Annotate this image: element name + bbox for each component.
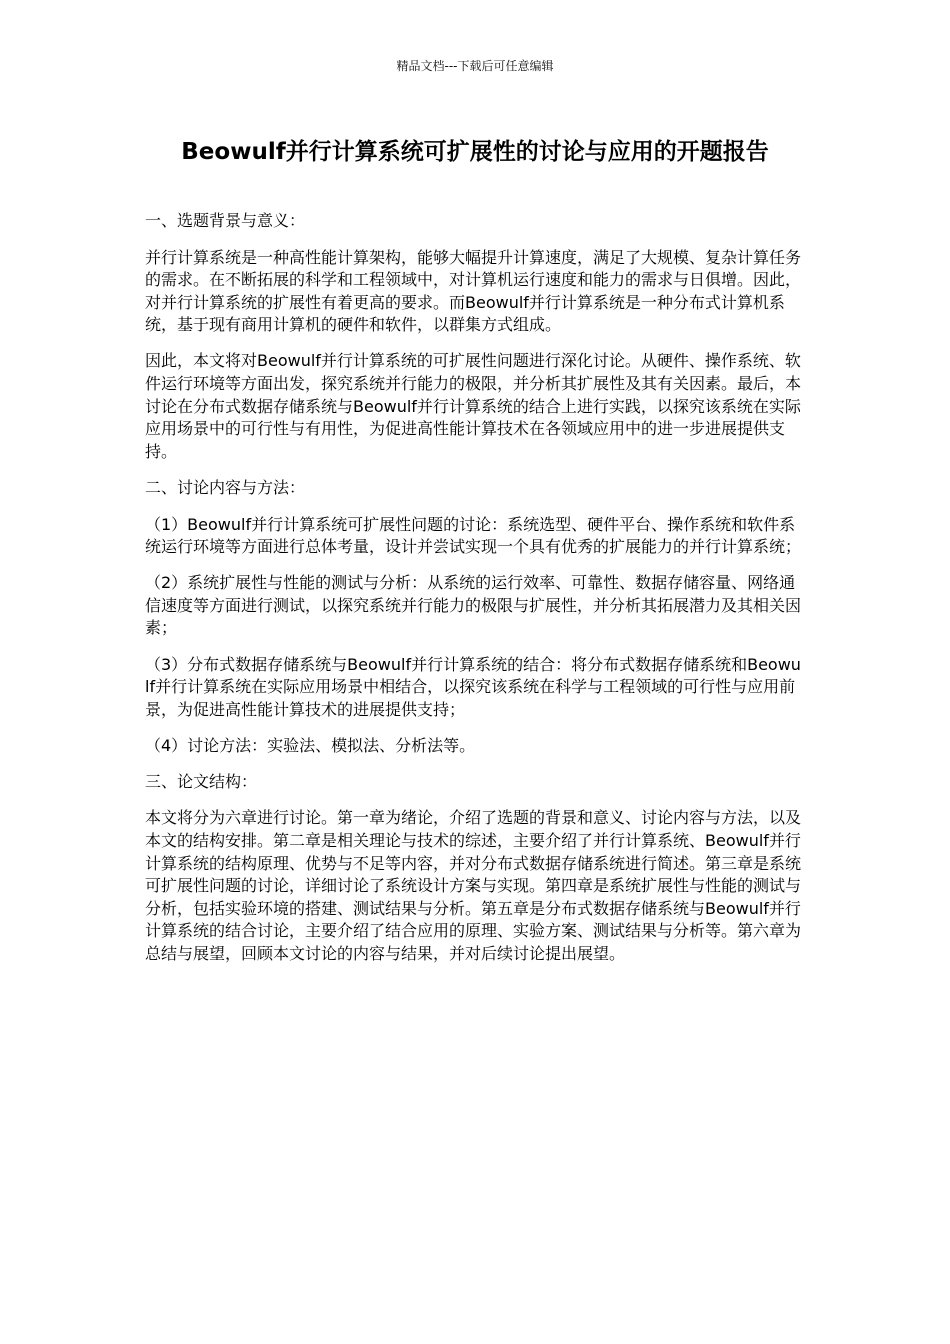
paragraph-background-2: 因此，本文将对Beowulf并行计算系统的可扩展性问题进行深化讨论。从硬件、操作系统、软件运行环境等方面出发，探究系统并行能力的极限，并分析其扩展性及其有关因素。最后，本讨论在分布式数据存储系统与Beowulf并行计算系统的结合上进行实践，以探究该系统在实际应用场景中的可行性与有用性，为促进高性能计算技术在各领域应用中的进一步进展提供支持。 bbox=[145, 351, 802, 461]
document-body bbox=[145, 210, 805, 979]
list-item-research-2: （2）系统扩展性与性能的测试与分析：从系统的运行效率、可靠性、数据存储容量、网络通信速度等方面进行测试，以探究系统并行能力的极限与扩展性，并分析其拓展潜力及其相关因素； bbox=[145, 573, 802, 638]
section-heading-structure: 三、论文结构： bbox=[145, 771, 258, 791]
document-title: Beowulf并行计算系统可扩展性的讨论与应用的开题报告 bbox=[181, 139, 769, 165]
section-heading-content-methods: 二、讨论内容与方法： bbox=[145, 477, 306, 497]
list-item-research-3: （3）分布式数据存储系统与Beowulf并行计算系统的结合：将分布式数据存储系统和Beowulf并行计算系统在实际应用场景中相结合，以探究该系统在科学与工程领域的可行性与应用前景，为促进高性能计算技术的进展提供支持； bbox=[145, 654, 801, 719]
header-note: 精品文档---下载后可任意编辑 bbox=[396, 59, 554, 73]
list-item-research-4: （4）讨论方法：实验法、模拟法、分析法等。 bbox=[145, 735, 476, 755]
paragraph-structure: 本文将分为六章进行讨论。第一章为绪论，介绍了选题的背景和意义、讨论内容与方法，以及本文的结构安排。第二章是相关理论与技术的综述，主要介绍了并行计算系统、Beowulf并行计算系统的结构原理、优势与不足等内容，并对分布式数据存储系统进行简述。第三章是系统可扩展性问题的讨论，详细讨论了系统设计方案与实现。第四章是系统扩展性与性能的测试与分析，包括实验环境的搭建、测试结果与分析。第五章是分布式数据存储系统与Beowulf并行计算系统的结合讨论，主要介绍了结合应用的原理、实验方案、测试结果与分析等。第六章为总结与展望，回顾本文讨论的内容与结果，并对后续讨论提出展望。 bbox=[145, 808, 802, 964]
list-item-research-1: （1）Beowulf并行计算系统可扩展性问题的讨论：系统选型、硬件平台、操作系统和软件系统运行环境等方面进行总体考量，设计并尝试实现一个具有优秀的扩展能力的并行计算系统； bbox=[145, 514, 802, 557]
section-heading-background: 一、选题背景与意义： bbox=[145, 211, 306, 230]
paragraph-background-1: 并行计算系统是一种高性能计算架构，能够大幅提升计算速度，满足了大规模、复杂计算任务的需求。在不断拓展的科学和工程领域中，对计算机运行速度和能力的需求与日俱增。因此，对并行计算系统的扩展性有着更高的要求。而Beowulf并行计算系统是一种分布式计算机系统，基于现有商用计算机的硬件和软件，以群集方式组成。 bbox=[145, 247, 802, 335]
